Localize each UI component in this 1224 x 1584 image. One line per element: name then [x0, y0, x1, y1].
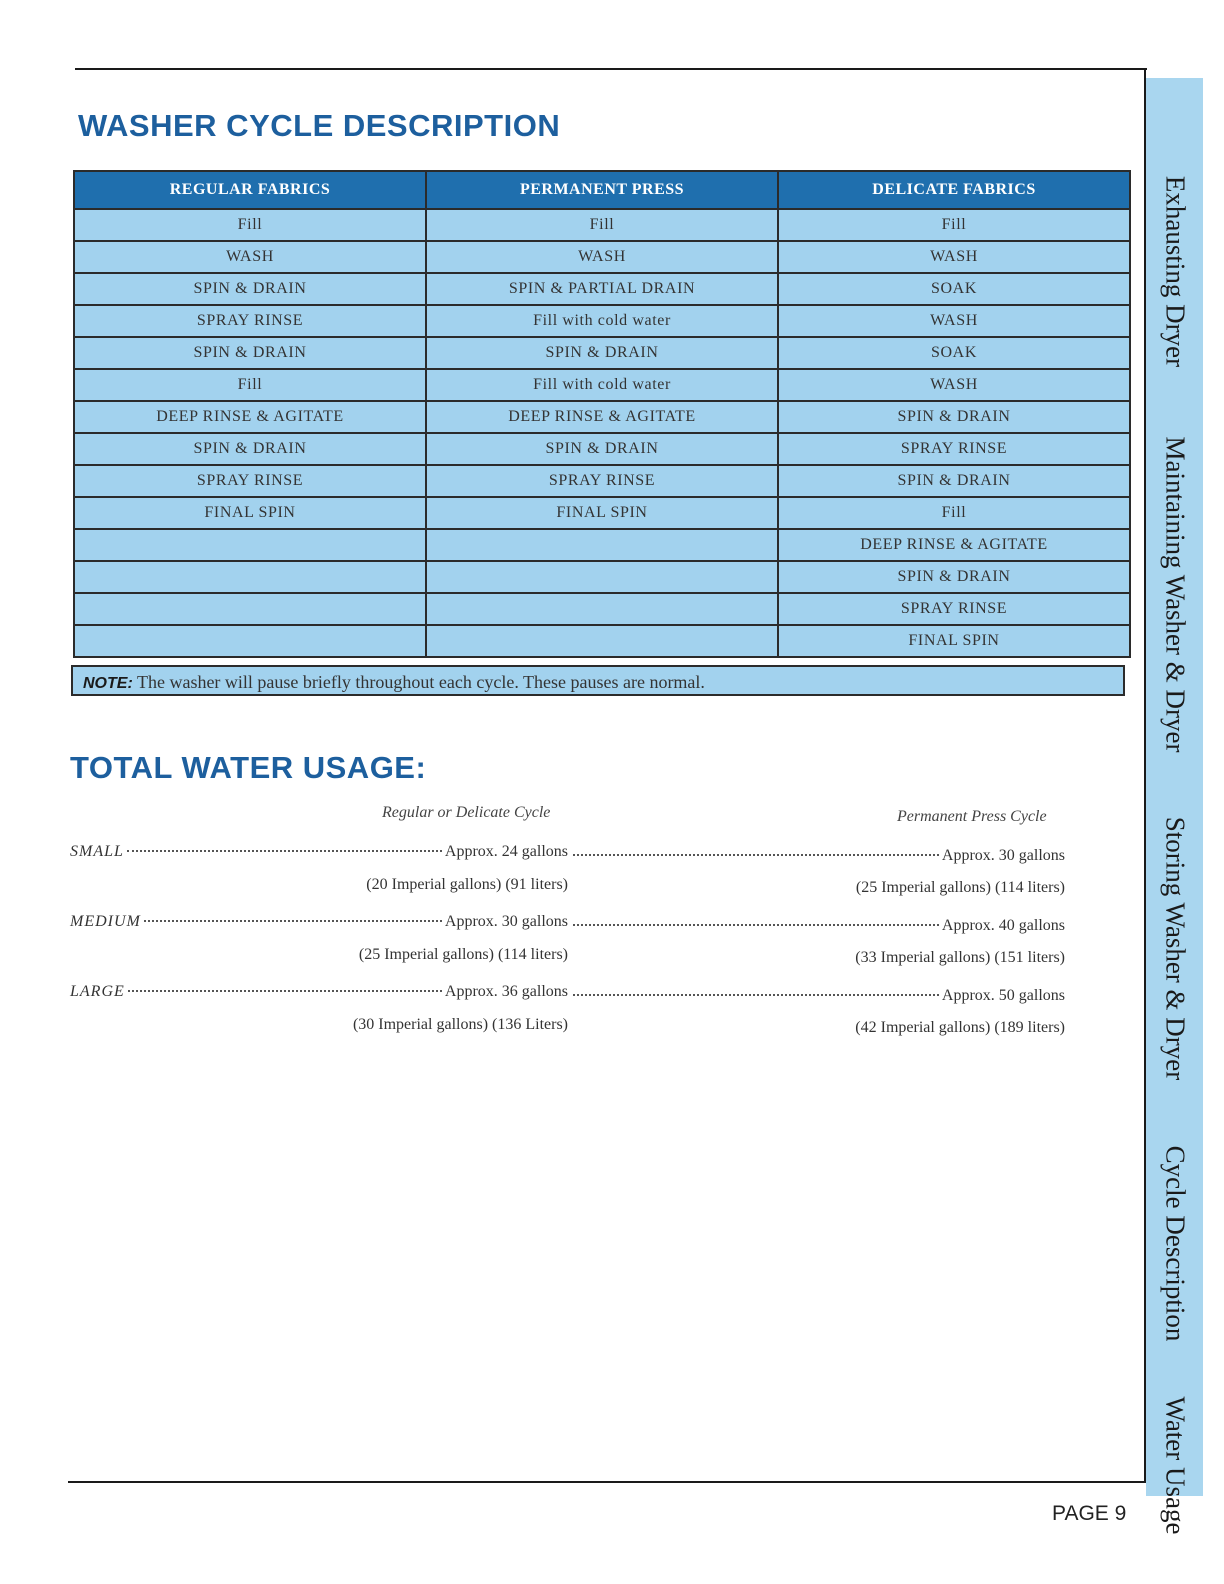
note-box	[71, 665, 1125, 696]
table-cell: WASH	[778, 241, 1130, 273]
usage-value: Approx. 30 gallons	[444, 913, 568, 930]
usage-value: Approx. 40 gallons	[941, 917, 1065, 934]
col-head-permanent: Permanent Press Cycle	[897, 808, 1047, 825]
usage-sub: (20 Imperial gallons) (91 liters)	[366, 876, 568, 893]
table-header-row	[74, 171, 1130, 209]
table-cell: DEEP RINSE & AGITATE	[426, 401, 778, 433]
note-label: NOTE:	[83, 675, 133, 692]
table-cell: WASH	[74, 241, 426, 273]
table-cell: Fill	[778, 209, 1130, 241]
table-cell: SPRAY RINSE	[74, 465, 426, 497]
page-number: PAGE 9	[1052, 1502, 1127, 1525]
usage-small-permanent	[570, 847, 1065, 865]
usage-sub: (25 Imperial gallons) (114 liters)	[855, 879, 1065, 896]
table-row	[74, 561, 1130, 593]
header-regular-fabrics: REGULAR FABRICS	[74, 171, 426, 209]
size-label-medium: MEDIUM	[70, 913, 141, 930]
table-cell: FINAL SPIN	[426, 497, 778, 529]
top-rule	[75, 68, 1147, 70]
dot-leader	[573, 924, 939, 926]
table-cell	[426, 561, 778, 593]
side-tab-maintaining[interactable]: Maintaining Washer & Dryer	[1160, 436, 1190, 753]
table-cell: SPIN & DRAIN	[426, 337, 778, 369]
usage-value: Approx. 24 gallons	[444, 843, 568, 860]
table-cell: SPIN & PARTIAL DRAIN	[426, 273, 778, 305]
table-cell: SPRAY RINSE	[74, 305, 426, 337]
table-row	[74, 241, 1130, 273]
table-cell: SOAK	[778, 273, 1130, 305]
usage-sub: (25 Imperial gallons) (114 liters)	[358, 946, 568, 963]
table-row	[74, 625, 1130, 657]
washer-cycle-title: WASHER CYCLE DESCRIPTION	[78, 108, 561, 143]
water-usage-title: TOTAL WATER USAGE:	[70, 750, 427, 785]
usage-value: Approx. 36 gallons	[444, 983, 568, 1000]
dot-leader	[573, 994, 939, 996]
table-cell: SPIN & DRAIN	[74, 433, 426, 465]
usage-sub: (42 Imperial gallons) (189 liters)	[855, 1019, 1065, 1036]
header-delicate-fabrics: DELICATE FABRICS	[778, 171, 1130, 209]
usage-large-regular	[70, 983, 568, 1001]
note-text: The washer will pause briefly throughout each cycle. These pauses are normal.	[136, 672, 705, 692]
table-cell	[426, 529, 778, 561]
table-cell: SPIN & DRAIN	[74, 337, 426, 369]
bottom-rule	[68, 1481, 1144, 1483]
table-cell: Fill	[778, 497, 1130, 529]
dot-leader	[144, 920, 442, 922]
usage-small-regular	[70, 843, 568, 861]
side-tab-strip	[1146, 78, 1203, 1535]
dot-leader	[573, 854, 939, 856]
usage-sub: (30 Imperial gallons) (136 Liters)	[352, 1016, 568, 1033]
side-tab-exhausting-dryer[interactable]: Exhausting Dryer	[1160, 175, 1190, 368]
header-permanent-press: PERMANENT PRESS	[426, 171, 778, 209]
dot-leader	[128, 990, 442, 992]
table-cell: SPIN & DRAIN	[74, 273, 426, 305]
table-cell: Fill	[74, 209, 426, 241]
table-row	[74, 401, 1130, 433]
usage-large-permanent	[570, 987, 1065, 1005]
table-cell: WASH	[778, 369, 1130, 401]
table-row	[74, 305, 1130, 337]
table-cell: WASH	[778, 305, 1130, 337]
table-cell: DEEP RINSE & AGITATE	[778, 529, 1130, 561]
table-cell: SPRAY RINSE	[778, 593, 1130, 625]
table-row	[74, 273, 1130, 305]
table-cell: Fill	[74, 369, 426, 401]
usage-value: Approx. 30 gallons	[941, 847, 1065, 864]
table-row	[74, 433, 1130, 465]
table-row	[74, 529, 1130, 561]
side-tab-storing[interactable]: Storing Washer & Dryer	[1160, 816, 1190, 1081]
table-cell: SPIN & DRAIN	[778, 561, 1130, 593]
table-cell: Fill with cold water	[426, 305, 778, 337]
table-cell: Fill	[426, 209, 778, 241]
table-cell	[74, 625, 426, 657]
table-cell: SOAK	[778, 337, 1130, 369]
usage-value: Approx. 50 gallons	[941, 987, 1065, 1004]
table-cell: Fill with cold water	[426, 369, 778, 401]
side-tab-water-usage[interactable]: Water Usage	[1160, 1396, 1190, 1535]
table-row	[74, 497, 1130, 529]
usage-medium-regular	[70, 913, 568, 931]
table-cell: SPRAY RINSE	[426, 465, 778, 497]
size-label-small: SMALL	[70, 843, 124, 860]
size-label-large: LARGE	[70, 983, 125, 1000]
dot-leader	[127, 850, 442, 852]
table-row	[74, 465, 1130, 497]
table-cell: SPIN & DRAIN	[426, 433, 778, 465]
table-cell	[426, 593, 778, 625]
usage-medium-permanent	[570, 917, 1065, 935]
table-cell: SPRAY RINSE	[778, 433, 1130, 465]
table-row	[74, 369, 1130, 401]
table-row	[74, 593, 1130, 625]
col-head-regular: Regular or Delicate Cycle	[382, 804, 551, 821]
table-cell: FINAL SPIN	[74, 497, 426, 529]
table-cell	[74, 561, 426, 593]
table-cell: SPIN & DRAIN	[778, 465, 1130, 497]
table-cell: FINAL SPIN	[778, 625, 1130, 657]
table-cell: SPIN & DRAIN	[778, 401, 1130, 433]
table-cell: WASH	[426, 241, 778, 273]
table-row	[74, 337, 1130, 369]
table-cell	[426, 625, 778, 657]
side-tab-cycle-description[interactable]: Cycle Description	[1160, 1145, 1190, 1342]
table-row	[74, 209, 1130, 241]
table-cell	[74, 593, 426, 625]
usage-sub: (33 Imperial gallons) (151 liters)	[855, 949, 1065, 966]
table-cell	[74, 529, 426, 561]
table-cell: DEEP RINSE & AGITATE	[74, 401, 426, 433]
cycle-table	[73, 170, 1131, 658]
